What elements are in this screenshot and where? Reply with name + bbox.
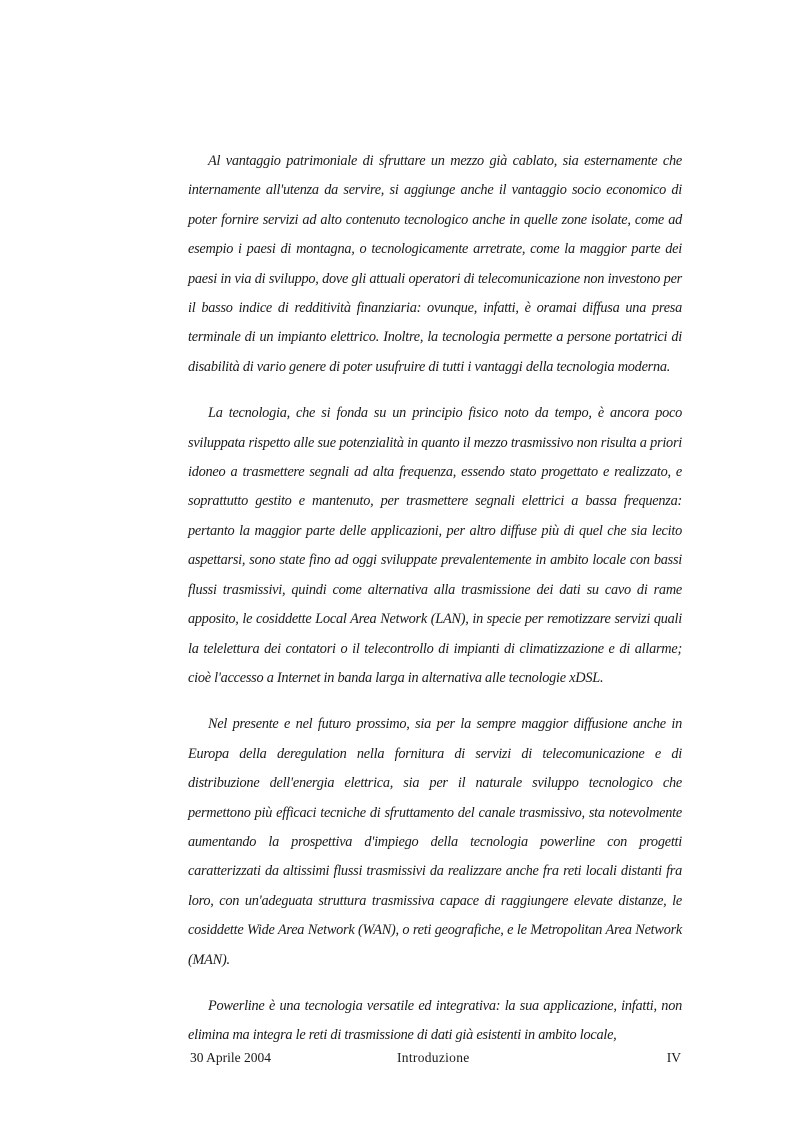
paragraph-1: Al vantaggio patrimoniale di sfruttare un mezzo già cablato, sia esternamente che internamente all'utenza da servire, si aggiunge anche il vantaggio socio economico di poter fornire servizi ad alto contenuto tecnologico anche in quelle zone isolate, come ad esempio i paesi di montagna, o tecnologicamente arretrate, come la maggior parte dei paesi in via di sviluppo, dove gli attuali operatori di telecomunicazione non investono per il basso indice di redditività finanziaria: ovunque, infatti, è oramai diffusa una presa terminale di un impianto elettrico. Inoltre, la tecnologia permette a persone portatrici di disabilità di vario genere di poter usufruire di tutti i vantaggi della tecnologia moderna. (188, 153, 682, 375)
paragraph-4: Powerline è una tecnologia versatile ed integrativa: la sua applicazione, infatti, non elimina ma integra le reti di trasmissione di dati già esistenti in ambito locale, (188, 997, 682, 1044)
footer-date: 30 Aprile 2004 (190, 1050, 271, 1065)
document-body (188, 147, 682, 1068)
paragraph-2: La tecnologia, che si fonda su un principio fisico noto da tempo, è ancora poco sviluppata rispetto alle sue potenzialità in quanto il mezzo trasmissivo non risulta a priori idoneo a trasmettere segnali ad alta frequenza, essendo stato progettato e realizzato, e soprattutto gestito e mantenuto, per trasmettere segnali elettrici a bassa frequenza: pertanto la maggior parte delle applicazioni, per altro diffuse più di quel che sia lecito aspettarsi, sono state fino ad oggi sviluppate prevalentemente in ambito locale con bassi flussi trasmissivi, quindi come alternativa alla trasmissione dei dati su cavo di rame apposito, le cosiddette Local Area Network (LAN), in specie per remotizzare servizi quali la telelettura dei contatori o il telecontrollo di impianti di climatizzazione e di allarme; cioè l'accesso a Internet in banda larga in alternativa alle tecnologie xDSL. (188, 405, 682, 686)
footer-section-title: Introduzione (397, 1050, 470, 1065)
page-footer (190, 1048, 681, 1068)
footer-page-number: IV (666, 1050, 681, 1065)
paragraph-3: Nel presente e nel futuro prossimo, sia per la sempre maggior diffusione anche in Europa della deregulation nella fornitura di servizi di telecomunicazione e di distribuzione dell'energia elettrica, sia per il naturale sviluppo tecnologico che permettono più efficaci tecniche di sfruttamento del canale trasmissivo, sta notevolmente aumentando la prospettiva d'impiego della tecnologia powerline con progetti caratterizzati da altissimi flussi trasmissivi da realizzare anche fra reti locali distanti fra loro, con un'adeguata struttura trasmissiva capace di raggiungere elevate distanze, le cosiddette Wide Area Network (WAN), o reti geografiche, e le Metropolitan Area Network (MAN). (188, 716, 682, 968)
